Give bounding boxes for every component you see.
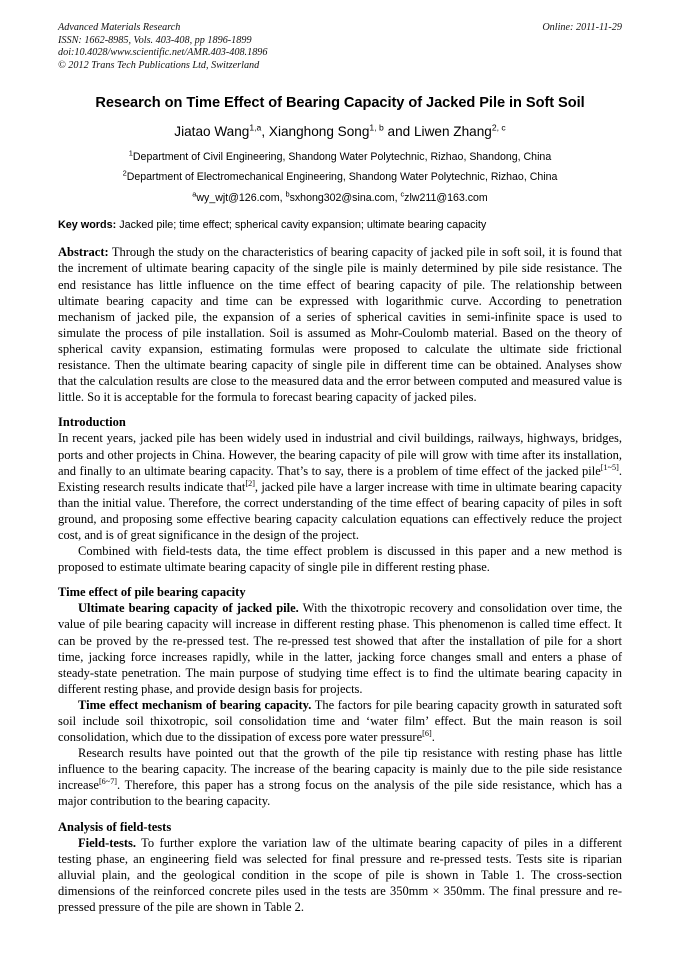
affiliation-mark-1: 1 <box>128 148 133 158</box>
author-affil-mark-2: 1, b <box>369 122 384 133</box>
ultimate-text: With the thixotropic recovery and consolidation over time, the value of pile bearing capacity will increase in different resting phase. This phenomenon is called time effect. It can be proved by the re-pressed test. The re-pressed test showed that after the installation of pile for a short time, jacking force increases rapidly, while in the latter, jacking force changes small and enters a phase of steady-state penetration. The main purpose of studying time effect is to find the ultimate bearing capacity in different resting phase, and provide design basis for projects. <box>58 601 622 696</box>
email-mark-1: a <box>192 189 197 199</box>
email-list <box>58 191 622 206</box>
affiliation-text-1: Department of Civil Engineering, Shandong Water Polytechnic, Rizhao, Shandong, China <box>132 151 552 164</box>
run-in-heading-mechanism: Time effect mechanism of bearing capacity. <box>78 697 312 712</box>
email-separator-1: , <box>279 192 286 205</box>
keywords-label: Key words: <box>58 219 117 232</box>
abstract-text: Through the study on the characteristics of bearing capacity of jacked pile in soft soil, it is found that the increment of ultimate bearing capacity of the single pile is mainly determined by pile side resistance. The end resistance has little influence on the time effect of bearing capacity of pile. The relationship between ultimate bearing capacity and time can be expressed with logarithmic curve. According to penetration mechanism of jacked pile, the expansion of a series of spherical cavities in semi-infinite space is used to simulate the process of pile installation. Soil is assumed as Mohr-Coulomb material. Based on the theory of spherical cavity expansion, estimating formulas were proposed to calculate the ultimate side frictional resistance. Then the ultimate bearing capacity of single pile in different time can be obtained. Analyses show that the calculation results are close to the measured data and the error between computed and measured value is little. So it is acceptable for the formula to forecast bearing capacity of jacked piles. <box>58 245 622 405</box>
email-mark-2: b <box>285 189 290 199</box>
affiliation-list <box>58 150 622 185</box>
author-affil-mark-1: 1,a <box>249 122 262 133</box>
affiliation-1 <box>58 150 622 165</box>
section-heading-time-effect: Time effect of pile bearing capacity <box>58 585 246 600</box>
author-name-3: Liwen Zhang <box>414 124 492 140</box>
run-in-heading-field-tests: Field-tests. <box>78 835 136 850</box>
journal-name: Advanced Materials Research <box>58 22 181 33</box>
section-heading-analysis: Analysis of field-tests <box>58 819 172 834</box>
affiliation-mark-2: 2 <box>122 168 127 178</box>
intro-text-b: . Existing research results indicate that <box>58 463 622 494</box>
paragraph-introduction-2: Combined with field-tests data, the time effect problem is discussed in this paper and a new method is proposed to estimate ultimate bearing capacity of single pile in different resting phase. <box>58 544 622 575</box>
abstract-block <box>58 244 622 405</box>
citation-ref-2: [2] <box>245 478 255 488</box>
email-address-2[interactable]: sxhong302@sina.com <box>289 192 395 205</box>
abstract-label: Abstract: <box>58 245 109 260</box>
author-name-1: Jiatao Wang <box>174 124 250 140</box>
email-address-1[interactable]: wy_wjt@126.com <box>196 192 280 205</box>
journal-doi: doi:10.4028/www.scientific.net/AMR.403-408.1896 <box>58 47 268 59</box>
research-text-b: . Therefore, this paper has a strong focus on the analysis of the pile side resistance, which has a major contribution to the bearing capacity. <box>58 778 622 809</box>
journal-header <box>58 22 622 72</box>
keywords-line <box>58 218 622 233</box>
mechanism-text-b: . <box>431 730 435 745</box>
email-address-3[interactable]: zlw211@163.com <box>404 192 488 205</box>
run-in-heading-ultimate: Ultimate bearing capacity of jacked pile. <box>78 601 299 616</box>
online-date: Online: 2011-11-29 <box>542 22 622 33</box>
journal-issn: ISSN: 1662-8985, Vols. 403-408, pp 1896-1899 <box>58 34 252 46</box>
citation-ref-6: [6] <box>422 728 432 738</box>
author-affil-mark-3: 2, c <box>491 122 506 133</box>
research-text-a: Research results have pointed out that the growth of the pile tip resistance with resting phase has little influence to the bearing capacity. The increase of the bearing capacity is mainly due to the pile side resistance increase <box>58 746 622 793</box>
author-name-2: Xianghong Song <box>268 124 370 140</box>
affiliation-text-2: Department of Electromechanical Engineering, Shandong Water Polytechnic, Rizhao, China <box>126 171 558 184</box>
mechanism-text-a: The factors for pile bearing capacity growth in saturated soft soil include soil thixotropic, soil consolidation time and ‘water film’ effect. But the main reason is soil consolidation, which due to the dissipation of excess pore water pressure <box>58 697 622 745</box>
affiliation-2 <box>58 170 622 185</box>
email-separator-2: , <box>394 192 401 205</box>
paragraph-introduction-1 <box>58 430 622 543</box>
paragraph-research-results <box>58 745 622 809</box>
section-heading-introduction: Introduction <box>58 415 126 430</box>
intro-text-c: , jacked pile have a larger increase with time in ultimate bearing capacity than the initial value. Therefore, the correct understanding of the time effect of bearing capacity of piles in soft ground, and proposing some effective bearing capacity calculation equations can effectively reduce the project cost, and is of great significance in the design of the project. <box>58 479 623 542</box>
email-mark-3: c <box>400 189 405 199</box>
citation-ref-6-7: [6~7] <box>98 777 118 787</box>
paragraph-time-effect-mechanism <box>58 697 622 745</box>
page-title: Research on Time Effect of Bearing Capacity of Jacked Pile in Soft Soil <box>95 95 585 112</box>
journal-copyright: © 2012 Trans Tech Publications Ltd, Switzerland <box>58 59 260 71</box>
keywords-text: Jacked pile; time effect; spherical cavity expansion; ultimate bearing capacity <box>116 219 487 232</box>
author-separator-2: and <box>383 124 414 140</box>
field-tests-text: To further explore the variation law of the ultimate bearing capacity of piles in a different testing phase, an engineering field was selected for final pressure and re-pressed tests. Tests site is riparian alluvial plain, and the geological condition in the scope of pile is shown in Table 1. The cross-section dimensions of the reinforced concrete piles used in the tests are 350mm × 350mm. The final pressure and re-pressed pressure of the pile are shown in Table 2. <box>58 835 622 915</box>
intro-text-a: In recent years, jacked pile has been widely used in industrial and civil buildings, railways, highways, bridges, ports and other projects in China. However, the bearing capacity of pile will grow with time after its installation, and finally to an ultimate bearing capacity. That’s to say, there is a problem of time effect of the jacked pile <box>58 431 622 478</box>
citation-ref-1-5: [1~5] <box>600 462 619 472</box>
author-separator-1: , <box>261 124 269 140</box>
author-list <box>58 123 622 141</box>
paragraph-field-tests <box>58 835 622 915</box>
paragraph-ultimate-bearing-capacity <box>58 600 622 697</box>
